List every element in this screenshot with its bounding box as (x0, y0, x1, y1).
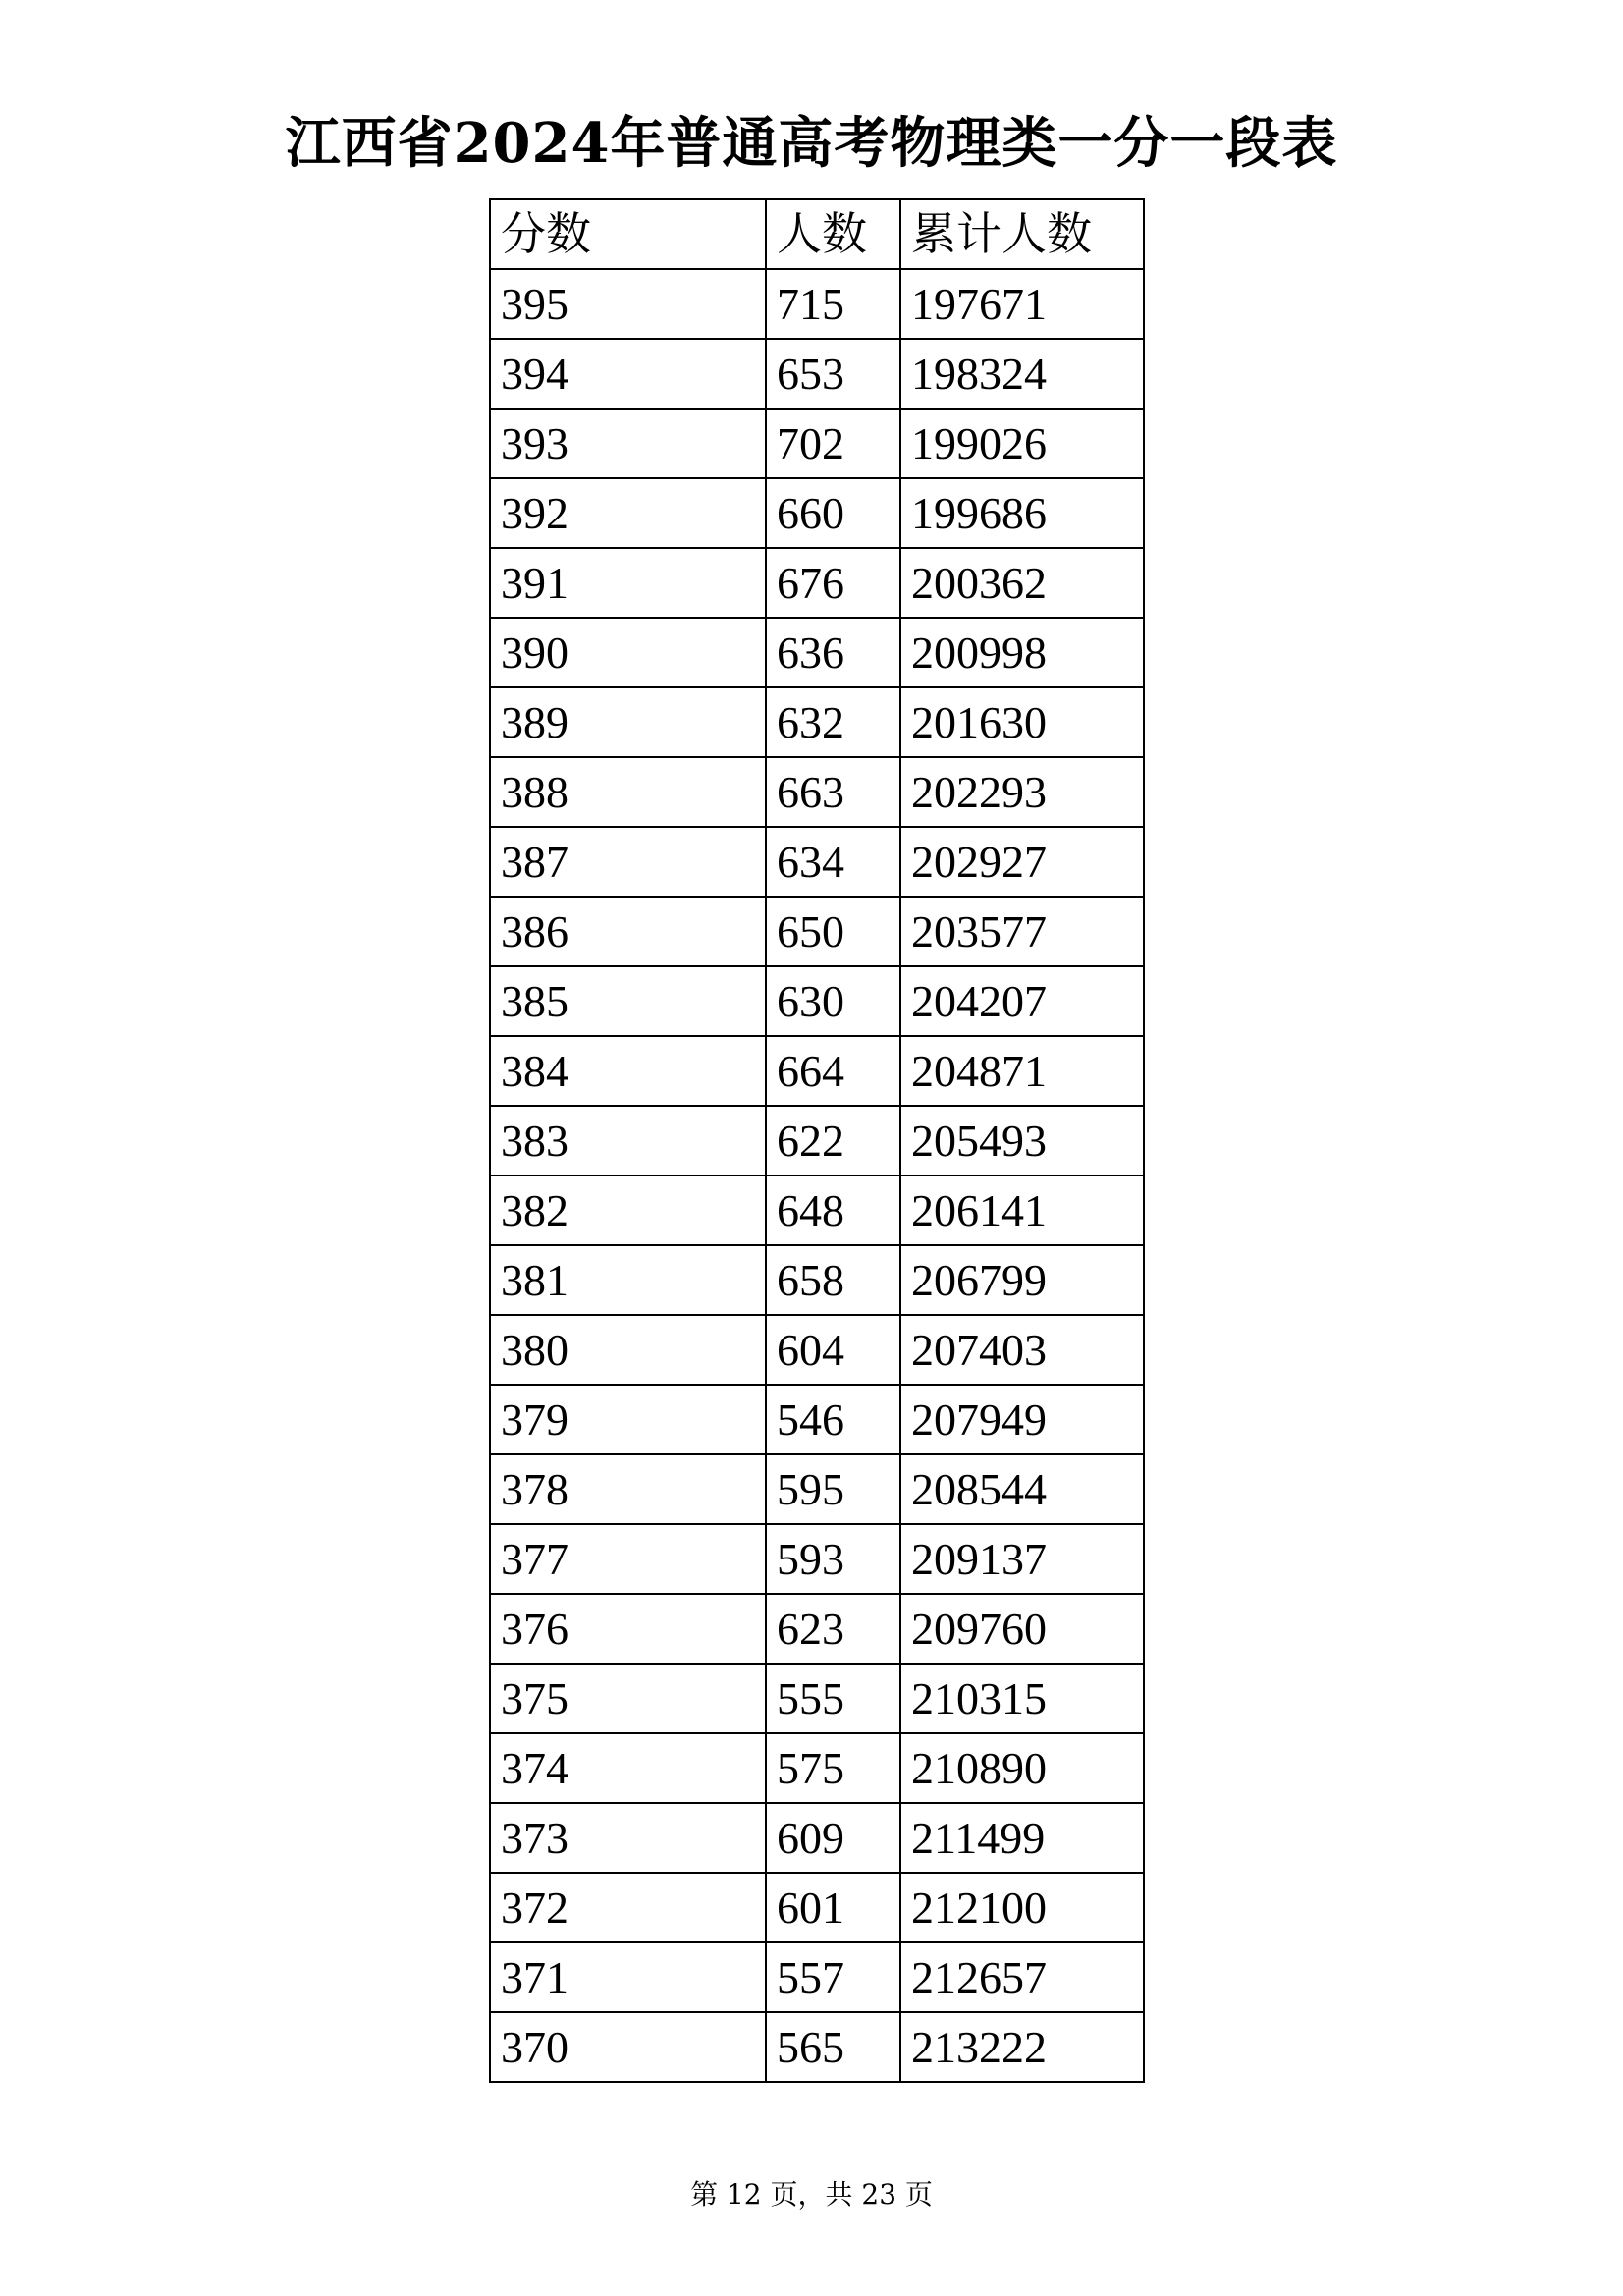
table-row (490, 1036, 1144, 1106)
score-cell: 382 (490, 1175, 766, 1245)
cumulative-count-cell: 199026 (900, 409, 1144, 478)
cumulative-count-cell: 210315 (900, 1664, 1144, 1733)
score-cell: 377 (490, 1524, 766, 1594)
cumulative-count-cell: 199686 (900, 478, 1144, 548)
page-title: 江西省2024年普通高考物理类一分一段表 (285, 111, 1338, 176)
column-header-score: 分数 (490, 199, 766, 269)
cumulative-count-cell: 204871 (900, 1036, 1144, 1106)
table-row (490, 1873, 1144, 1942)
table-row (490, 1245, 1144, 1315)
table-row (490, 1942, 1144, 2012)
cumulative-count-cell: 203577 (900, 897, 1144, 966)
table-row (490, 1106, 1144, 1175)
table-row (490, 409, 1144, 478)
table-row (490, 1175, 1144, 1245)
score-cell: 373 (490, 1803, 766, 1873)
score-cell: 386 (490, 897, 766, 966)
count-cell: 557 (766, 1942, 900, 2012)
table-row (490, 618, 1144, 687)
score-cell: 374 (490, 1733, 766, 1803)
count-cell: 601 (766, 1873, 900, 1942)
count-cell: 634 (766, 827, 900, 897)
count-cell: 658 (766, 1245, 900, 1315)
score-cell: 376 (490, 1594, 766, 1664)
table-row (490, 897, 1144, 966)
count-cell: 593 (766, 1524, 900, 1594)
table-row (490, 757, 1144, 827)
score-cell: 387 (490, 827, 766, 897)
cumulative-count-cell: 204207 (900, 966, 1144, 1036)
cumulative-count-cell: 212657 (900, 1942, 1144, 2012)
score-cell: 381 (490, 1245, 766, 1315)
table-body (490, 269, 1144, 2082)
score-cell: 372 (490, 1873, 766, 1942)
column-header-count: 人数 (766, 199, 900, 269)
score-cell: 390 (490, 618, 766, 687)
count-cell: 663 (766, 757, 900, 827)
count-cell: 623 (766, 1594, 900, 1664)
cumulative-count-cell: 206799 (900, 1245, 1144, 1315)
count-cell: 702 (766, 409, 900, 478)
score-cell: 378 (490, 1454, 766, 1524)
score-cell: 389 (490, 687, 766, 757)
score-cell: 394 (490, 339, 766, 409)
cumulative-count-cell: 201630 (900, 687, 1144, 757)
cumulative-count-cell: 213222 (900, 2012, 1144, 2082)
table-row (490, 1524, 1144, 1594)
cumulative-count-cell: 209760 (900, 1594, 1144, 1664)
score-cell: 388 (490, 757, 766, 827)
table-row (490, 1315, 1144, 1385)
count-cell: 676 (766, 548, 900, 618)
score-cell: 383 (490, 1106, 766, 1175)
cumulative-count-cell: 198324 (900, 339, 1144, 409)
count-cell: 632 (766, 687, 900, 757)
count-cell: 609 (766, 1803, 900, 1873)
count-cell: 575 (766, 1733, 900, 1803)
count-cell: 555 (766, 1664, 900, 1733)
score-cell: 371 (490, 1942, 766, 2012)
count-cell: 630 (766, 966, 900, 1036)
score-cell: 391 (490, 548, 766, 618)
cumulative-count-cell: 212100 (900, 1873, 1144, 1942)
cumulative-count-cell: 207949 (900, 1385, 1144, 1454)
table-row (490, 478, 1144, 548)
score-cell: 393 (490, 409, 766, 478)
table-row (490, 1733, 1144, 1803)
score-cell: 380 (490, 1315, 766, 1385)
score-cell: 370 (490, 2012, 766, 2082)
count-cell: 604 (766, 1315, 900, 1385)
table-row (490, 827, 1144, 897)
count-cell: 622 (766, 1106, 900, 1175)
cumulative-count-cell: 209137 (900, 1524, 1144, 1594)
count-cell: 648 (766, 1175, 900, 1245)
count-cell: 636 (766, 618, 900, 687)
score-cell: 385 (490, 966, 766, 1036)
cumulative-count-cell: 205493 (900, 1106, 1144, 1175)
table-row (490, 269, 1144, 339)
count-cell: 546 (766, 1385, 900, 1454)
count-cell: 565 (766, 2012, 900, 2082)
table-row (490, 966, 1144, 1036)
table-row (490, 1454, 1144, 1524)
cumulative-count-cell: 206141 (900, 1175, 1144, 1245)
cumulative-count-cell: 207403 (900, 1315, 1144, 1385)
score-cell: 375 (490, 1664, 766, 1733)
score-cell: 395 (490, 269, 766, 339)
table-header-row (490, 199, 1144, 269)
table-row (490, 2012, 1144, 2082)
count-cell: 664 (766, 1036, 900, 1106)
table-row (490, 548, 1144, 618)
table-row (490, 1385, 1144, 1454)
table-row (490, 1664, 1144, 1733)
score-distribution-table (489, 198, 1145, 2083)
cumulative-count-cell: 202293 (900, 757, 1144, 827)
table-row (490, 687, 1144, 757)
page-footer: 第 12 页，共 23 页 (690, 2178, 933, 2211)
column-header-cumulative: 累计人数 (900, 199, 1144, 269)
cumulative-count-cell: 211499 (900, 1803, 1144, 1873)
score-cell: 392 (490, 478, 766, 548)
cumulative-count-cell: 197671 (900, 269, 1144, 339)
table-row (490, 339, 1144, 409)
count-cell: 650 (766, 897, 900, 966)
score-cell: 384 (490, 1036, 766, 1106)
table-row (490, 1594, 1144, 1664)
cumulative-count-cell: 210890 (900, 1733, 1144, 1803)
count-cell: 660 (766, 478, 900, 548)
table-row (490, 1803, 1144, 1873)
cumulative-count-cell: 208544 (900, 1454, 1144, 1524)
score-cell: 379 (490, 1385, 766, 1454)
count-cell: 653 (766, 339, 900, 409)
count-cell: 595 (766, 1454, 900, 1524)
count-cell: 715 (766, 269, 900, 339)
cumulative-count-cell: 200998 (900, 618, 1144, 687)
cumulative-count-cell: 202927 (900, 827, 1144, 897)
cumulative-count-cell: 200362 (900, 548, 1144, 618)
